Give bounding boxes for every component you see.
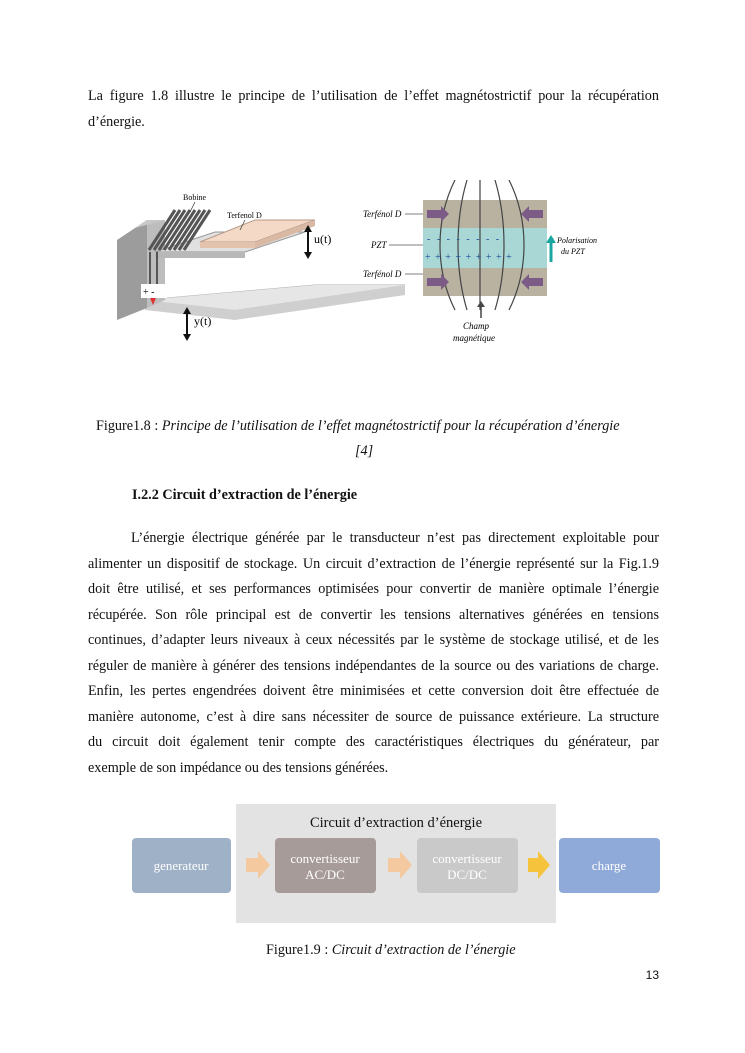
paragraph-line: Enfin, les pertes engendrées doivent être minimisées et cette conversion doit être effectuée de <box>88 683 659 699</box>
plus-minus-label: + - <box>143 287 155 298</box>
paragraph-line: manière autonome, c’est à dire sans nécessiter de source de puissance extérieure. La structure <box>88 708 659 725</box>
intro-line-2: d’énergie. <box>88 113 145 130</box>
acdc-label-2: AC/DC <box>305 867 345 882</box>
section-paragraph <box>88 526 659 781</box>
paragraph-line: réguler de manière à générer des tensions indépendantes de la source ou des variations de charge. <box>88 657 659 674</box>
polarisation-label-2: du PZT <box>561 247 585 256</box>
pzt-label: PZT <box>371 240 387 250</box>
figure-1-8-caption-ref: [4] <box>355 443 374 459</box>
y-label: y(t) <box>194 314 212 328</box>
charge-label: charge <box>591 858 627 873</box>
polarisation-label-1: Polarisation <box>557 236 598 245</box>
generator-label: generateur <box>153 858 209 873</box>
paragraph-line: alimenter un dispositif de stockage. Un circuit d’extraction de l’énergie représenté sur la Fig.1.9 <box>88 555 659 572</box>
paragraph-line: doit être utilisé, et ses performances optimisées pour convertir de manière optimale l’énergie <box>88 581 659 597</box>
figure-1-8-caption-italic: Principe de l’utilisation de l’effet magnétostrictif pour la récupération d’énergie <box>161 418 620 434</box>
paragraph-line: exemple de son impédance ou des tensions générées. <box>88 759 389 776</box>
figure-1-9 <box>130 803 662 925</box>
section-heading: I.2.2 Circuit d’extraction de l’énergie <box>132 487 358 503</box>
figure-1-8 <box>105 180 615 350</box>
champ-label-2: magnétique <box>453 333 495 343</box>
figure-1-9-caption: Figure1.9 : Circuit d’extraction de l’énergie <box>266 942 516 958</box>
terfenol-label: Terfenol D <box>227 211 262 220</box>
paragraph-line: L’énergie électrique générée par le transducteur n’est pas directement exploitable pour <box>131 530 659 546</box>
plus-row: + + + + + + + + + <box>425 252 513 263</box>
u-label: u(t) <box>314 232 332 246</box>
circuit-title: Circuit d’extraction d’énergie <box>309 815 483 831</box>
paragraph-line: continues, d’adapter leurs niveaux à ceux nécessités par le système de stockage utilisé, et de les <box>88 632 659 648</box>
figure-1-9-caption-italic: Circuit d’extraction de l’énergie <box>331 942 516 958</box>
intro-paragraph <box>88 84 659 135</box>
intro-line-1: La figure 1.8 illustre le principe de l’utilisation de l’effet magnétostrictif pour la récupération <box>88 88 659 104</box>
paragraph-line: récupérée. Son rôle principal est de convertir les tensions alternatives générées en tensions <box>88 606 659 623</box>
acdc-label-1: convertisseur <box>290 851 360 866</box>
terfenol-bottom-label: Terfénol D <box>363 269 402 279</box>
terfenol-top-label: Terfénol D <box>363 209 402 219</box>
dcdc-label-2: DC/DC <box>447 867 487 882</box>
figure-1-8-caption: Figure1.8 : Principe de l’utilisation de l’effet magnétostrictif pour la récupération d’énergie <box>96 418 620 434</box>
pzt-layers-diagram <box>363 180 597 343</box>
cantilever-diagram <box>117 193 405 341</box>
page-number: 13 <box>645 968 659 982</box>
bobine-label: Bobine <box>183 193 207 202</box>
dcdc-label-1: convertisseur <box>432 851 502 866</box>
paragraph-line: du circuit doit également tenir compte des caractéristiques électriques du générateur, par <box>88 734 659 750</box>
minus-row: - - - - - - - - <box>427 234 502 245</box>
champ-label-1: Champ <box>463 321 490 331</box>
